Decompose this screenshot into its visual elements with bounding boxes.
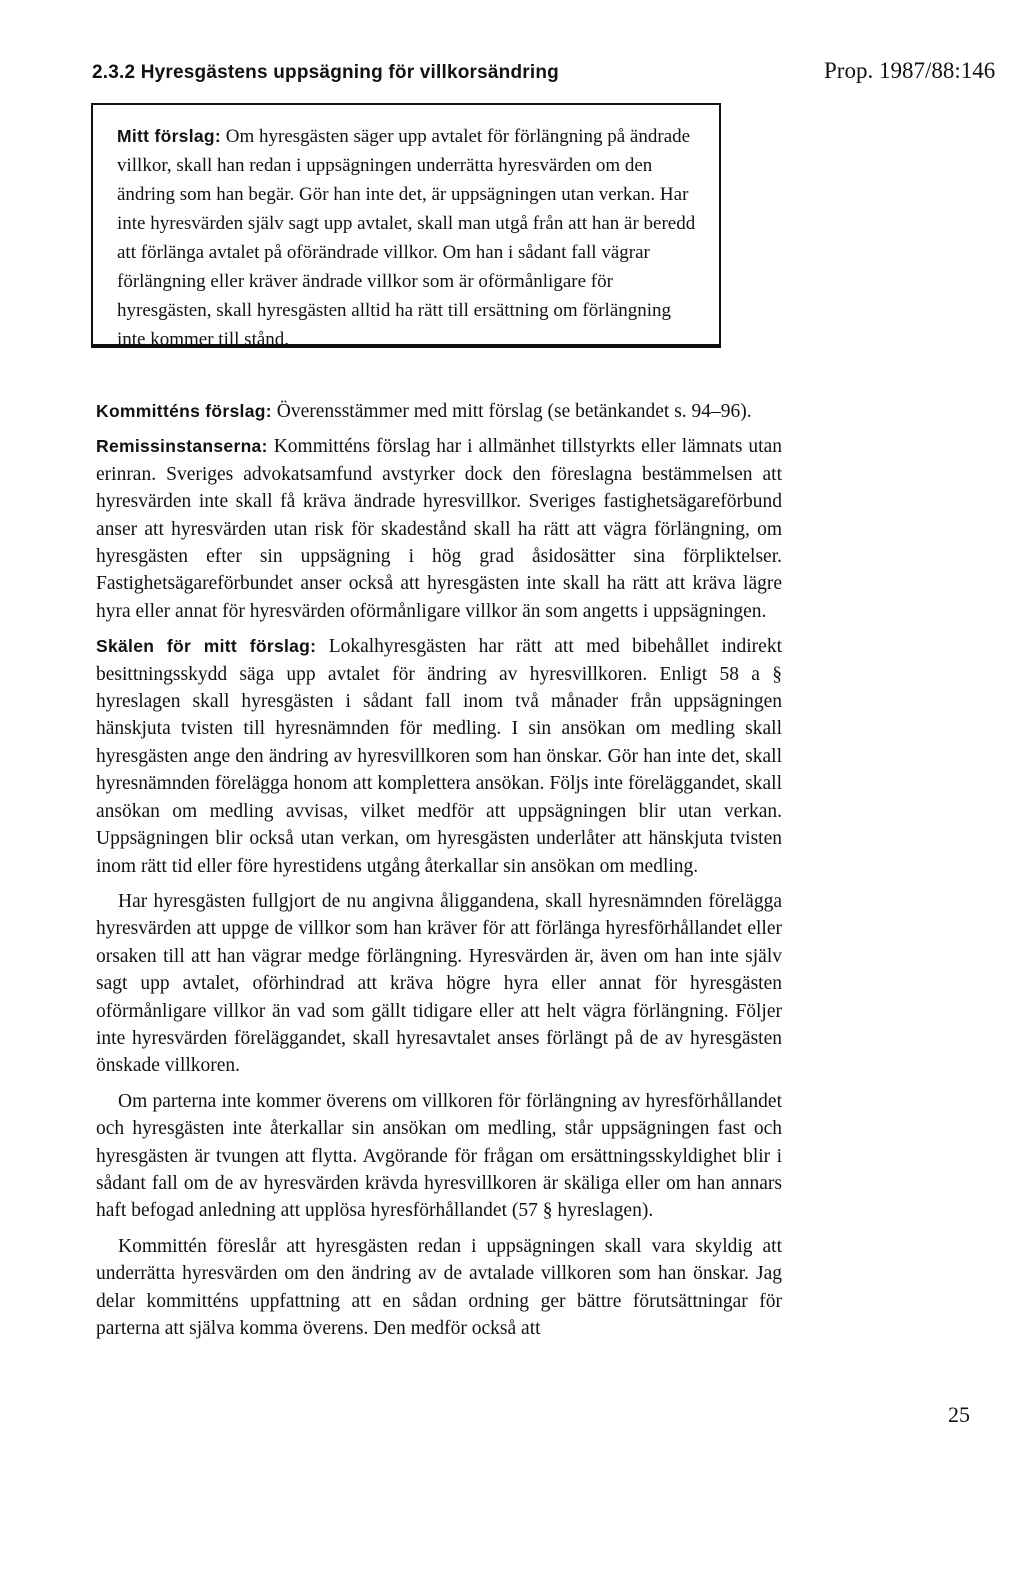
section-title: 2.3.2 Hyresgästens uppsägning för villkorsändring xyxy=(92,62,559,83)
body-paragraph: Om parterna inte kommer överens om villkoren för förlängning av hyresförhållandet och hyresgästen inte återkallar sin ansökan om medling, står uppsägningen fast och hyresgästen är tvungen att flytta. Avgörande för frågan om ersättningsskyldighet blir i sådant fall om de av hyresvärden krävda hyresvillkoren är skäliga eller om han annars haft befogad anledning att upplösa hyresförhållandet (57 § hyreslagen). xyxy=(96,1090,782,1222)
proposal-box xyxy=(91,103,721,348)
body-text xyxy=(96,398,782,1350)
body-paragraph: Kommittén föreslår att hyresgästen redan i uppsägningen skall vara skyldig att underrätta hyresvärden om den ändring av de avtalade villkoren som han önskar. Jag delar kommitténs uppfattning att en sådan ordning ger bättre förutsättningar för parterna att själva komma överens. Den medför också att xyxy=(96,1235,782,1339)
consultation-label: Remissinstanserna: xyxy=(96,436,268,457)
committee-paragraph xyxy=(96,398,782,425)
body-paragraph: Har hyresgästen fullgjort de nu angivna åliggandena, skall hyresnämnden förelägga hyresvärden att uppge de villkor som han kräver för att förlänga hyresförhållandet eller orsaken till att han vägrar medge förlängning. Hyresvärden är, även om han inte själv sagt upp avtalet, oförhindrad att kräva högre hyra eller annat för hyresgästen oförmånligare villkor än vad som gällt tidigare eller att helt vägra förlängning. Följer inte hyresvärden föreläggandet, skall hyresavtalet anses förlängt på de av hyresgästen önskade villkoren. xyxy=(96,890,782,1077)
consultation-paragraph xyxy=(96,433,782,625)
committee-text: Överensstämmer med mitt förslag (se betänkandet s. 94–96). xyxy=(276,401,752,422)
reasons-text: Lokalhyresgästen har rätt att med bibehållet indirekt besittningsskydd säga upp avtalet för ändring av hyresvillkoren. Enligt 58 a § hyreslagen skall hyresgästen i sådant fall inom två månader från uppsägningen hänskjuta tvisten till hyresnämnden för medling. I sin ansökan om medling skall hyresgästen ange den ändring av hyresvillkoren som han önskar. Gör han inte det, skall hyresnämnden förelägga honom att komplettera ansökan. Följs inte föreläggandet, skall ansökan om medling avvisas, vilket medför att uppsägningen blir utan verkan. Uppsägningen blir också utan verkan, om hyresgästen underlåter att hänskjuta tvisten inom rätt tid eller före hyrestidens utgång återkallar sin ansökan om medling. xyxy=(96,636,783,877)
reasons-label: Skälen för mitt förslag: xyxy=(96,636,317,657)
page-number: 25 xyxy=(948,1402,970,1427)
reasons-paragraph xyxy=(96,633,782,880)
proposal-text: Om hyresgästen säger upp avtalet för förlängning på ändrade villkor, skall han redan i uppsägningen underrätta hyresvärden om den ändring som han begär. Gör han inte det, är uppsägningen utan verkan. Har inte hyresvärden själv sagt upp avtalet, skall man utgå från att han är beredd att förlänga avtalet på oförändrade villkor. Om han i sådant fall vägrar förlängning eller kräver ändrade villkor som är oförmånligare för hyresgästen, skall hyresgästen alltid ha rätt till ersättning om förlängning inte kommer till stånd. xyxy=(117,126,696,350)
proposal-paragraph xyxy=(117,122,698,354)
consultation-text: Kommitténs förslag har i allmänhet tillstyrkts eller lämnats utan erinran. Sveriges advokatsamfund avstyrker dock den föreslagna bestämmelsen att hyresvärden inte skall få kräva ändrade hyresvillkor. Sveriges fastighetsägareförbund anser att hyresvärden utan risk för skadestånd skall ha rätt att vägra förlängning, om hyresgästen efter sin uppsägning i hög grad åsidosätter sina förpliktelser. Fastighetsägareförbundet anser också att hyresgästen inte skall ha rätt att kräva lägre hyra eller annat för hyresvärden oförmånligare villkor än som angetts i uppsägningen. xyxy=(96,436,782,622)
proposal-label: Mitt förslag: xyxy=(117,126,222,146)
document-reference: Prop. 1987/88:146 xyxy=(824,58,996,83)
committee-label: Kommitténs förslag: xyxy=(96,401,272,421)
